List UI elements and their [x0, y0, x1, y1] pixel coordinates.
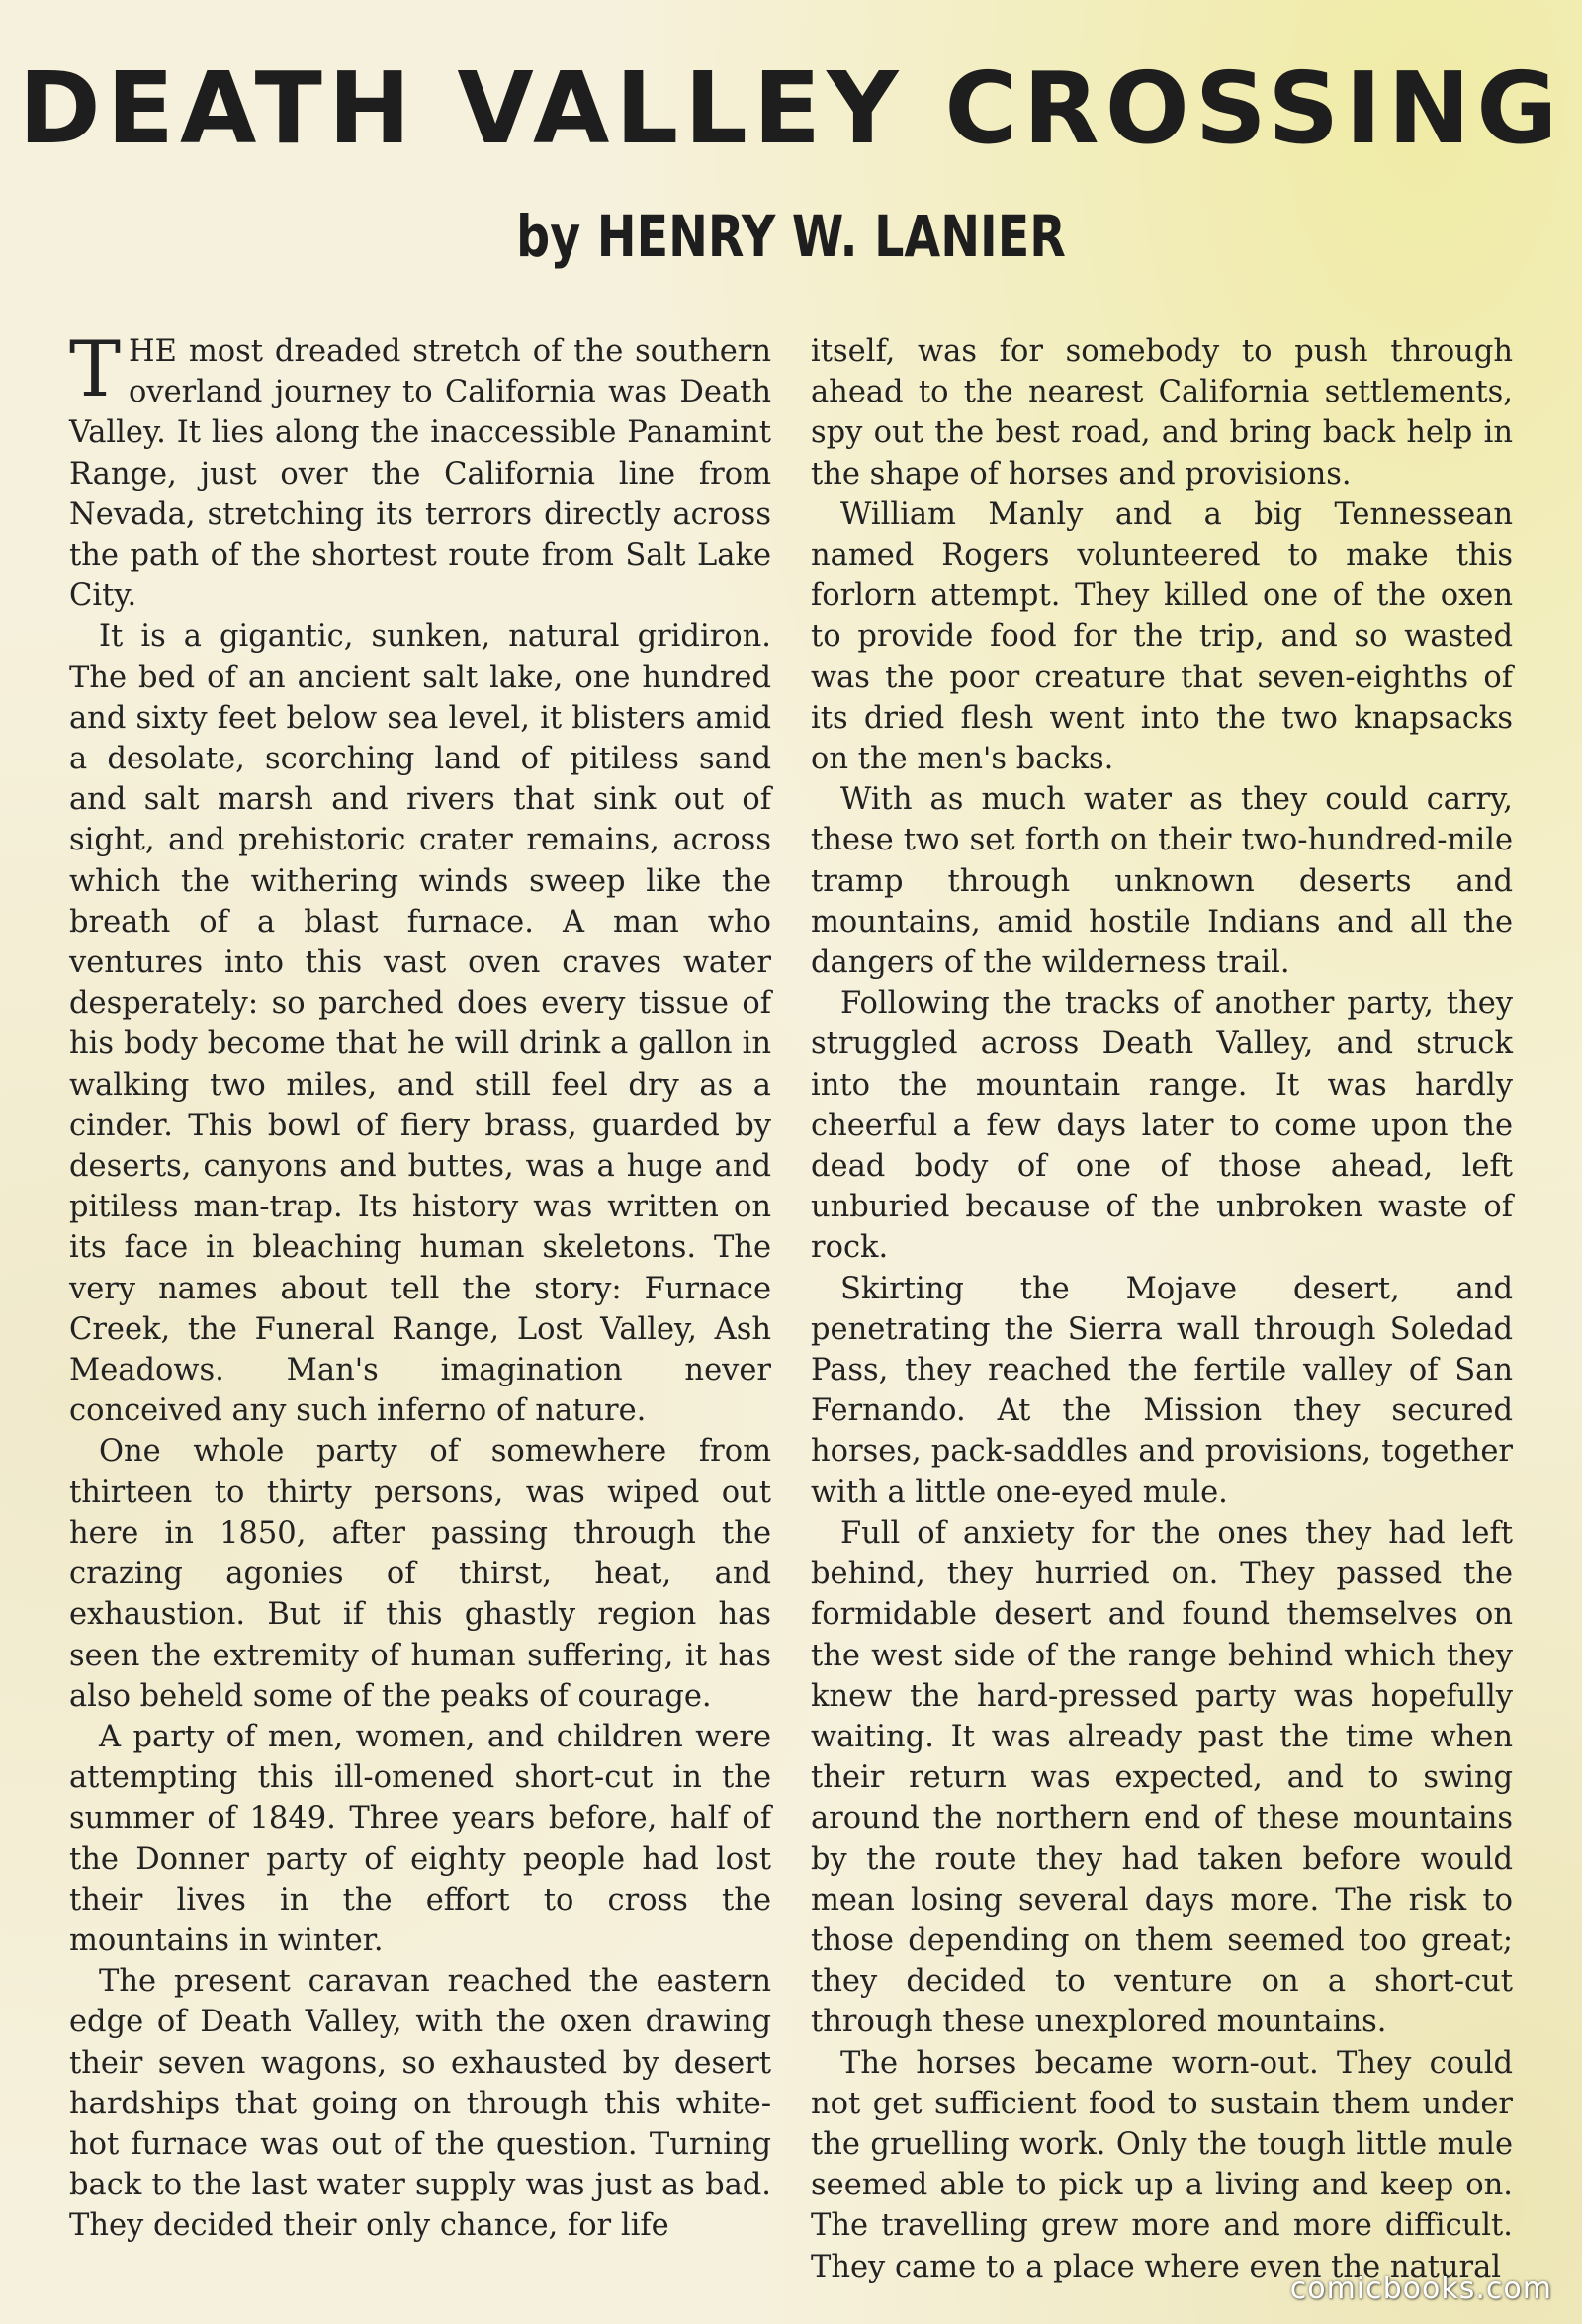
- left-column: [69, 325, 771, 2247]
- paragraph: It is a gigantic, sunken, natural gridiron. The bed of an ancient salt lake, one hundred and sixty feet below sea level, it blisters amid a desolate, scorching land of pitiless sand and salt marsh and rivers that sink out of sight, and prehistoric crater remains, across which the withering winds sweep like the breath of a blast furnace. A man who ventures into this vast oven craves water desperately: so parched does every tissue of his body become that he will drink a gallon in walking two miles, and still feel dry as a cinder. This bowl of fiery brass, guarded by deserts, canyons and buttes, was a huge and pitiless man-trap. Its history was written on its face in bleaching human skeletons. The very names about tell the story: Furnace Creek, the Funeral Range, Lost Valley, Ash Meadows. Man's imagination never conceived any such inferno of nature.: [69, 619, 771, 1429]
- paragraph: The present caravan reached the eastern edge of Death Valley, with the oxen drawing their seven wagons, so exhausted by desert hardships that going on through this white-hot furnace was out of the question. Turning back to the last water supply was just as bad. They decided their only chance, for life: [69, 1964, 771, 2244]
- paragraph: [69, 325, 771, 616]
- paragraph: The horses became worn-out. They could not get sufficient food to sustain them under the gruelling work. Only the tough little mule seemed able to pick up a living and keep on. The travelling grew more and more difficult. They came to a place where even the natural: [811, 2045, 1513, 2284]
- paragraph: One whole party of somewhere from thirteen to thirty persons, was wiped out here in 1850, after passing through the crazing agonies of thirst, heat, and exhaustion. But if this ghastly region has seen the extremity of human suffering, it has also beheld some of the peaks of courage.: [69, 1434, 771, 1714]
- watermark: comicbooks.com: [1289, 2272, 1552, 2306]
- paragraph: Following the tracks of another party, they struggled across Death Valley, and struck into the mountain range. It was hardly cheerful a few days later to come upon the dead body of one of those ahead, left unburied because of the unbroken waste of rock.: [811, 986, 1513, 1266]
- paragraph: A party of men, women, and children were attempting this ill-omened short-cut in the summer of 1849. Three years before, half of the Donner party of eighty people had lost their lives in the effort to cross the mountains in winter.: [69, 1719, 771, 1958]
- paragraph: Skirting the Mojave desert, and penetrating the Sierra wall through Soledad Pass, they reached the fertile valley of San Fernando. At the Mission they secured horses, pack-saddles and provisions, together with a little one-eyed mule.: [811, 1271, 1513, 1510]
- paragraph: With as much water as they could carry, these two set forth on their two-hundred-mile tramp through unknown deserts and mountains, amid hostile Indians and all the dangers of the wilderness trail.: [811, 782, 1513, 981]
- paragraph: Full of anxiety for the ones they had left behind, they hurried on. They passed the formidable desert and found themselves on the west side of the range behind which they knew the hard-pressed party was hopefully waiting. It was already past the time when their return was expected, and to swing around the northern end of these mountains by the route they had taken before would mean losing several days more. The risk to those depending on them seemed too great; they decided to venture on a short-cut through these unexplored mountains.: [811, 1515, 1513, 2040]
- paragraph: itself, was for somebody to push through ahead to the nearest California settlements, spy out the best road, and bring back help in the shape of horses and provisions.: [811, 334, 1513, 492]
- byline: by HENRY W. LANIER: [516, 203, 1066, 270]
- drop-cap: T: [69, 325, 122, 414]
- article-title: DEATH VALLEY CROSSING: [18, 50, 1564, 166]
- paragraph-text: HE most dreaded stretch of the southern overland journey to California was Death Valley. It lies along the inaccessible Panamint Range, just over the California line from Nevada, stretching its terrors directly across the path of the shortest route from Salt Lake City.: [69, 334, 771, 614]
- right-column: [811, 331, 1513, 2287]
- paragraph: William Manly and a big Tennessean named Rogers volunteered to make this forlorn attempt. They killed one of the oxen to provide food for the trip, and so wasted was the poor creature that seven-eighths of its dried flesh went into the two knapsacks on the men's backs.: [811, 496, 1513, 777]
